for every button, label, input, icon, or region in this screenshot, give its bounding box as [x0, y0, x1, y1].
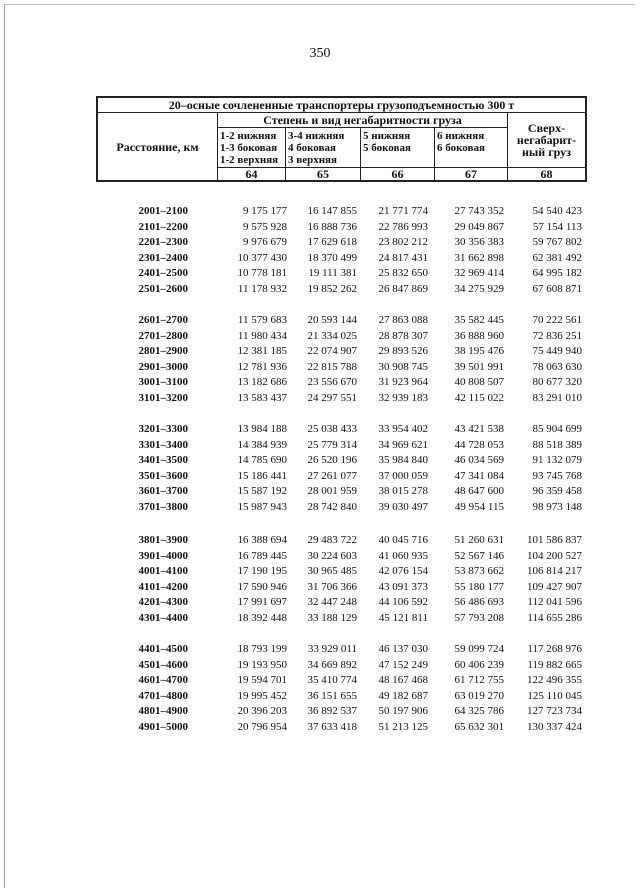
value-cell: 17 190 195: [237, 565, 287, 578]
value-cell: 16 789 445: [237, 549, 287, 562]
value-cell: 28 001 959: [307, 485, 357, 498]
column-number: 66: [361, 168, 435, 181]
value-cell: 21 334 025: [307, 329, 357, 342]
distance-cell: 4001–4100: [138, 565, 188, 578]
value-cell: 28 742 840: [307, 501, 357, 513]
value-cell: 33 929 011: [307, 643, 357, 655]
column-number: 68: [508, 168, 586, 181]
sub-header-line: 5 боковая: [363, 142, 411, 154]
value-cell: 122 496 355: [527, 674, 582, 687]
distance-cell: 2701–2800: [138, 329, 188, 342]
value-cell: 26 847 869: [378, 283, 428, 295]
value-cell: 24 817 431: [378, 251, 428, 264]
value-cell: 96 359 458: [532, 485, 582, 498]
group-header: Степень и вид негабаритности груза: [218, 113, 508, 128]
table-row: [0, 690, 640, 704]
table-row: [0, 581, 640, 595]
value-cell: 27 261 077: [307, 469, 357, 482]
value-cell: 35 410 774: [307, 674, 357, 687]
table-row: [0, 376, 640, 390]
value-cell: 44 728 053: [454, 438, 504, 451]
distance-cell: 4401–4500: [138, 643, 188, 655]
value-cell: 23 556 670: [307, 376, 357, 389]
value-cell: 19 193 950: [237, 658, 287, 671]
value-cell: 91 132 079: [532, 454, 582, 467]
table-row: [0, 534, 640, 548]
value-cell: 41 060 935: [378, 549, 428, 562]
value-cell: 30 356 383: [454, 236, 504, 249]
sub-header-line: 5 нижняя: [363, 130, 411, 142]
value-cell: 64 995 182: [532, 267, 582, 280]
table-row: [0, 283, 640, 297]
distance-cell: 3501–3600: [138, 469, 188, 482]
value-cell: 40 045 716: [378, 534, 428, 546]
value-cell: 23 802 212: [378, 236, 428, 249]
table-row: [0, 267, 640, 281]
value-cell: 37 633 418: [307, 721, 357, 733]
distance-header: Расстояние, км: [98, 113, 218, 181]
value-cell: 119 882 665: [527, 658, 582, 671]
value-cell: 59 099 724: [454, 643, 504, 655]
value-cell: 80 677 320: [532, 376, 582, 389]
sub-header-col-67: [435, 128, 508, 168]
value-cell: 42 076 154: [378, 565, 428, 578]
value-cell: 20 796 954: [237, 721, 287, 733]
table-row: [0, 643, 640, 657]
value-cell: 59 767 802: [532, 236, 582, 249]
distance-cell: 3901–4000: [138, 549, 188, 562]
value-cell: 42 115 022: [454, 392, 504, 404]
value-cell: 114 655 286: [527, 612, 582, 624]
table-row: [0, 501, 640, 515]
value-cell: 36 151 655: [307, 689, 357, 702]
value-cell: 38 195 476: [454, 345, 504, 358]
value-cell: 29 049 867: [454, 220, 504, 233]
column-number: 67: [435, 168, 508, 181]
value-cell: 11 178 932: [237, 283, 287, 295]
value-cell: 49 954 115: [454, 501, 504, 513]
sub-header-col-65: [286, 128, 361, 168]
distance-cell: 3201–3300: [138, 423, 188, 435]
value-cell: 60 406 239: [454, 658, 504, 671]
table-row: [0, 721, 640, 735]
oversize-line: негабарит-: [516, 133, 577, 147]
column-number: 65: [286, 168, 361, 181]
value-cell: 130 337 424: [527, 721, 582, 733]
value-cell: 47 152 249: [378, 658, 428, 671]
sub-header-line: 3-4 нижняя: [288, 129, 345, 142]
value-cell: 34 275 929: [454, 283, 504, 295]
distance-cell: 3401–3500: [138, 454, 188, 467]
value-cell: 109 427 907: [527, 580, 582, 593]
distance-cell: 4201–4300: [138, 596, 188, 609]
distance-cell: 2101–2200: [138, 220, 188, 233]
distance-cell: 2901–3000: [138, 360, 188, 373]
value-cell: 18 793 199: [237, 643, 287, 655]
distance-cell: 2601–2700: [138, 314, 188, 326]
table-row: [0, 550, 640, 564]
value-cell: 30 224 603: [307, 549, 357, 562]
value-cell: 44 106 592: [378, 596, 428, 609]
value-cell: 22 786 993: [378, 220, 428, 233]
value-cell: 19 594 701: [237, 674, 287, 687]
value-cell: 32 969 414: [454, 267, 504, 280]
value-cell: 57 793 208: [454, 612, 504, 624]
value-cell: 16 888 736: [307, 220, 357, 233]
value-cell: 10 377 430: [237, 251, 287, 264]
value-cell: 45 121 811: [378, 612, 428, 624]
table-title: 20–осные сочлененные транспортеры грузоподъемностью 300 т: [98, 98, 586, 113]
table-row: [0, 423, 640, 437]
value-cell: 12 781 936: [237, 360, 287, 373]
table-row: [0, 439, 640, 453]
value-cell: 75 449 940: [532, 345, 582, 358]
table-row: [0, 221, 640, 235]
value-cell: 70 222 561: [532, 314, 582, 326]
value-cell: 15 987 943: [237, 501, 287, 513]
table-row: [0, 330, 640, 344]
table-row: [0, 596, 640, 610]
value-cell: 37 000 059: [378, 469, 428, 482]
value-cell: 39 501 991: [454, 360, 504, 373]
value-cell: 31 706 366: [307, 580, 357, 593]
table-row: [0, 705, 640, 719]
value-cell: 30 965 485: [307, 565, 357, 578]
value-cell: 14 785 690: [237, 454, 287, 467]
value-cell: 20 396 203: [237, 705, 287, 718]
value-cell: 24 297 551: [307, 392, 357, 404]
value-cell: 93 745 768: [532, 469, 582, 482]
value-cell: 19 111 381: [308, 267, 357, 280]
header-table: [97, 97, 586, 181]
value-cell: 26 520 196: [307, 454, 357, 467]
distance-cell: 2001–2100: [138, 205, 188, 217]
distance-cell: 4101–4200: [138, 580, 188, 593]
value-cell: 17 991 697: [237, 596, 287, 609]
value-cell: 49 182 687: [378, 689, 428, 702]
value-cell: 29 483 722: [307, 534, 357, 546]
value-cell: 25 832 650: [378, 267, 428, 280]
value-cell: 31 923 964: [378, 376, 428, 389]
oversize-line: ный груз: [522, 145, 571, 159]
table-row: [0, 659, 640, 673]
value-cell: 48 647 600: [454, 485, 504, 498]
value-cell: 12 381 185: [237, 345, 287, 358]
value-cell: 13 182 686: [237, 376, 287, 389]
distance-cell: 4601–4700: [138, 674, 188, 687]
value-cell: 34 969 621: [378, 438, 428, 451]
distance-cell: 3301–3400: [138, 438, 188, 451]
sub-header-line: 6 нижняя: [437, 130, 485, 142]
table-row: [0, 236, 640, 250]
table-row: [0, 674, 640, 688]
value-cell: 31 662 898: [454, 251, 504, 264]
value-cell: 17 629 618: [307, 236, 357, 249]
distance-cell: 4901–5000: [138, 721, 188, 733]
value-cell: 16 388 694: [237, 534, 287, 546]
table-row: [0, 205, 640, 219]
table-row: [0, 361, 640, 375]
value-cell: 11 579 683: [237, 314, 287, 326]
value-cell: 46 137 030: [378, 643, 428, 655]
page-number: 350: [309, 46, 331, 61]
value-cell: 98 973 148: [532, 501, 582, 513]
table-row: [0, 612, 640, 626]
value-cell: 15 186 441: [237, 469, 287, 482]
sub-header-col-64: [218, 128, 286, 168]
value-cell: 72 836 251: [532, 329, 582, 342]
value-cell: 9 175 177: [243, 205, 287, 217]
value-cell: 112 041 596: [527, 596, 582, 609]
value-cell: 55 180 177: [454, 580, 504, 593]
value-cell: 36 892 537: [307, 705, 357, 718]
table-row: [0, 345, 640, 359]
table-row: [0, 252, 640, 266]
distance-cell: 4501–4600: [138, 658, 188, 671]
value-cell: 51 260 631: [454, 534, 504, 546]
value-cell: 104 200 527: [527, 549, 582, 562]
value-cell: 48 167 468: [378, 674, 428, 687]
value-cell: 43 091 373: [378, 580, 428, 593]
distance-cell: 2401–2500: [138, 267, 188, 280]
value-cell: 13 984 188: [237, 423, 287, 435]
table-row: [0, 565, 640, 579]
value-cell: 29 893 526: [378, 345, 428, 358]
value-cell: 52 567 146: [454, 549, 504, 562]
value-cell: 18 370 499: [307, 251, 357, 264]
value-cell: 33 188 129: [307, 612, 357, 624]
sub-header-line: 1-3 боковая: [220, 141, 278, 154]
value-cell: 67 608 871: [532, 283, 582, 295]
value-cell: 9 575 928: [243, 220, 287, 233]
value-cell: 15 587 192: [237, 485, 287, 498]
value-cell: 63 019 270: [454, 689, 504, 702]
value-cell: 65 632 301: [454, 721, 504, 733]
value-cell: 101 586 837: [527, 534, 582, 546]
value-cell: 9 976 679: [243, 236, 287, 249]
value-cell: 22 815 788: [307, 360, 357, 373]
value-cell: 62 381 492: [532, 251, 582, 264]
value-cell: 35 984 840: [378, 454, 428, 467]
value-cell: 83 291 010: [532, 392, 582, 404]
distance-cell: 3601–3700: [138, 485, 188, 498]
distance-cell: 4801–4900: [138, 705, 188, 718]
value-cell: 88 518 389: [532, 438, 582, 451]
table-row: [0, 470, 640, 484]
value-cell: 21 771 774: [378, 205, 428, 217]
value-cell: 35 582 445: [454, 314, 504, 326]
distance-cell: 3701–3800: [138, 501, 188, 513]
table-row: [0, 454, 640, 468]
value-cell: 78 063 630: [532, 360, 582, 373]
value-cell: 38 015 278: [378, 485, 428, 498]
distance-cell: 4701–4800: [138, 689, 188, 702]
distance-cell: 2301–2400: [138, 251, 188, 264]
sub-header-col-66: [361, 128, 435, 168]
value-cell: 127 723 734: [527, 705, 582, 718]
value-cell: 27 863 088: [378, 314, 428, 326]
value-cell: 19 852 262: [307, 283, 357, 295]
value-cell: 10 778 181: [237, 267, 287, 280]
value-cell: 57 154 113: [532, 220, 582, 233]
value-cell: 19 995 452: [237, 689, 287, 702]
distance-cell: 4301–4400: [138, 612, 188, 624]
value-cell: 33 954 402: [378, 423, 428, 435]
value-cell: 18 392 448: [237, 612, 287, 624]
value-cell: 85 904 699: [532, 423, 582, 435]
value-cell: 28 878 307: [378, 329, 428, 342]
value-cell: 25 038 433: [307, 423, 357, 435]
value-cell: 117 268 976: [527, 643, 582, 655]
value-cell: 40 808 507: [454, 376, 504, 389]
value-cell: 51 213 125: [378, 721, 428, 733]
value-cell: 47 341 084: [454, 469, 504, 482]
value-cell: 20 593 144: [307, 314, 357, 326]
table-row: [0, 392, 640, 406]
sub-header-line: 1-2 верхняя: [220, 153, 279, 166]
value-cell: 14 384 939: [237, 438, 287, 451]
value-cell: 53 873 662: [454, 565, 504, 578]
value-cell: 32 447 248: [307, 596, 357, 609]
value-cell: 50 197 906: [378, 705, 428, 718]
column-number: 64: [218, 168, 286, 181]
distance-cell: 2801–2900: [138, 345, 188, 358]
table-header: [96, 96, 587, 182]
table-row: [0, 314, 640, 328]
value-cell: 61 712 755: [454, 674, 504, 687]
value-cell: 25 779 314: [307, 438, 357, 451]
distance-cell: 3801–3900: [138, 534, 188, 546]
value-cell: 13 583 437: [237, 392, 287, 404]
value-cell: 43 421 538: [454, 423, 504, 435]
distance-cell: 3001–3100: [138, 376, 188, 389]
value-cell: 27 743 352: [454, 205, 504, 217]
value-cell: 32 939 183: [378, 392, 428, 404]
value-cell: 36 888 960: [454, 329, 504, 342]
distance-cell: 3101–3200: [138, 392, 188, 404]
sub-header-line: 1-2 нижняя: [220, 129, 277, 142]
oversize-line: Сверх-: [527, 121, 566, 135]
sub-header-line: 4 боковая: [288, 141, 336, 154]
value-cell: 54 540 423: [532, 205, 582, 217]
value-cell: 30 908 745: [378, 360, 428, 373]
distance-cell: 2201–2300: [138, 236, 188, 249]
sub-header-line: 3 верхняя: [288, 153, 337, 166]
value-cell: 16 147 855: [307, 205, 357, 217]
value-cell: 22 074 907: [307, 345, 357, 358]
value-cell: 39 030 497: [378, 501, 428, 513]
sub-header-line: 6 боковая: [437, 142, 485, 154]
oversize-header: [508, 113, 586, 168]
value-cell: 17 590 946: [237, 580, 287, 593]
table-row: [0, 485, 640, 499]
value-cell: 56 486 693: [454, 596, 504, 609]
distance-cell: 2501–2600: [138, 283, 188, 295]
value-cell: 46 034 569: [454, 454, 504, 467]
value-cell: 125 110 045: [527, 689, 582, 702]
value-cell: 11 980 434: [237, 329, 287, 342]
value-cell: 106 814 217: [527, 565, 582, 578]
value-cell: 34 669 892: [307, 658, 357, 671]
value-cell: 64 325 786: [454, 705, 504, 718]
